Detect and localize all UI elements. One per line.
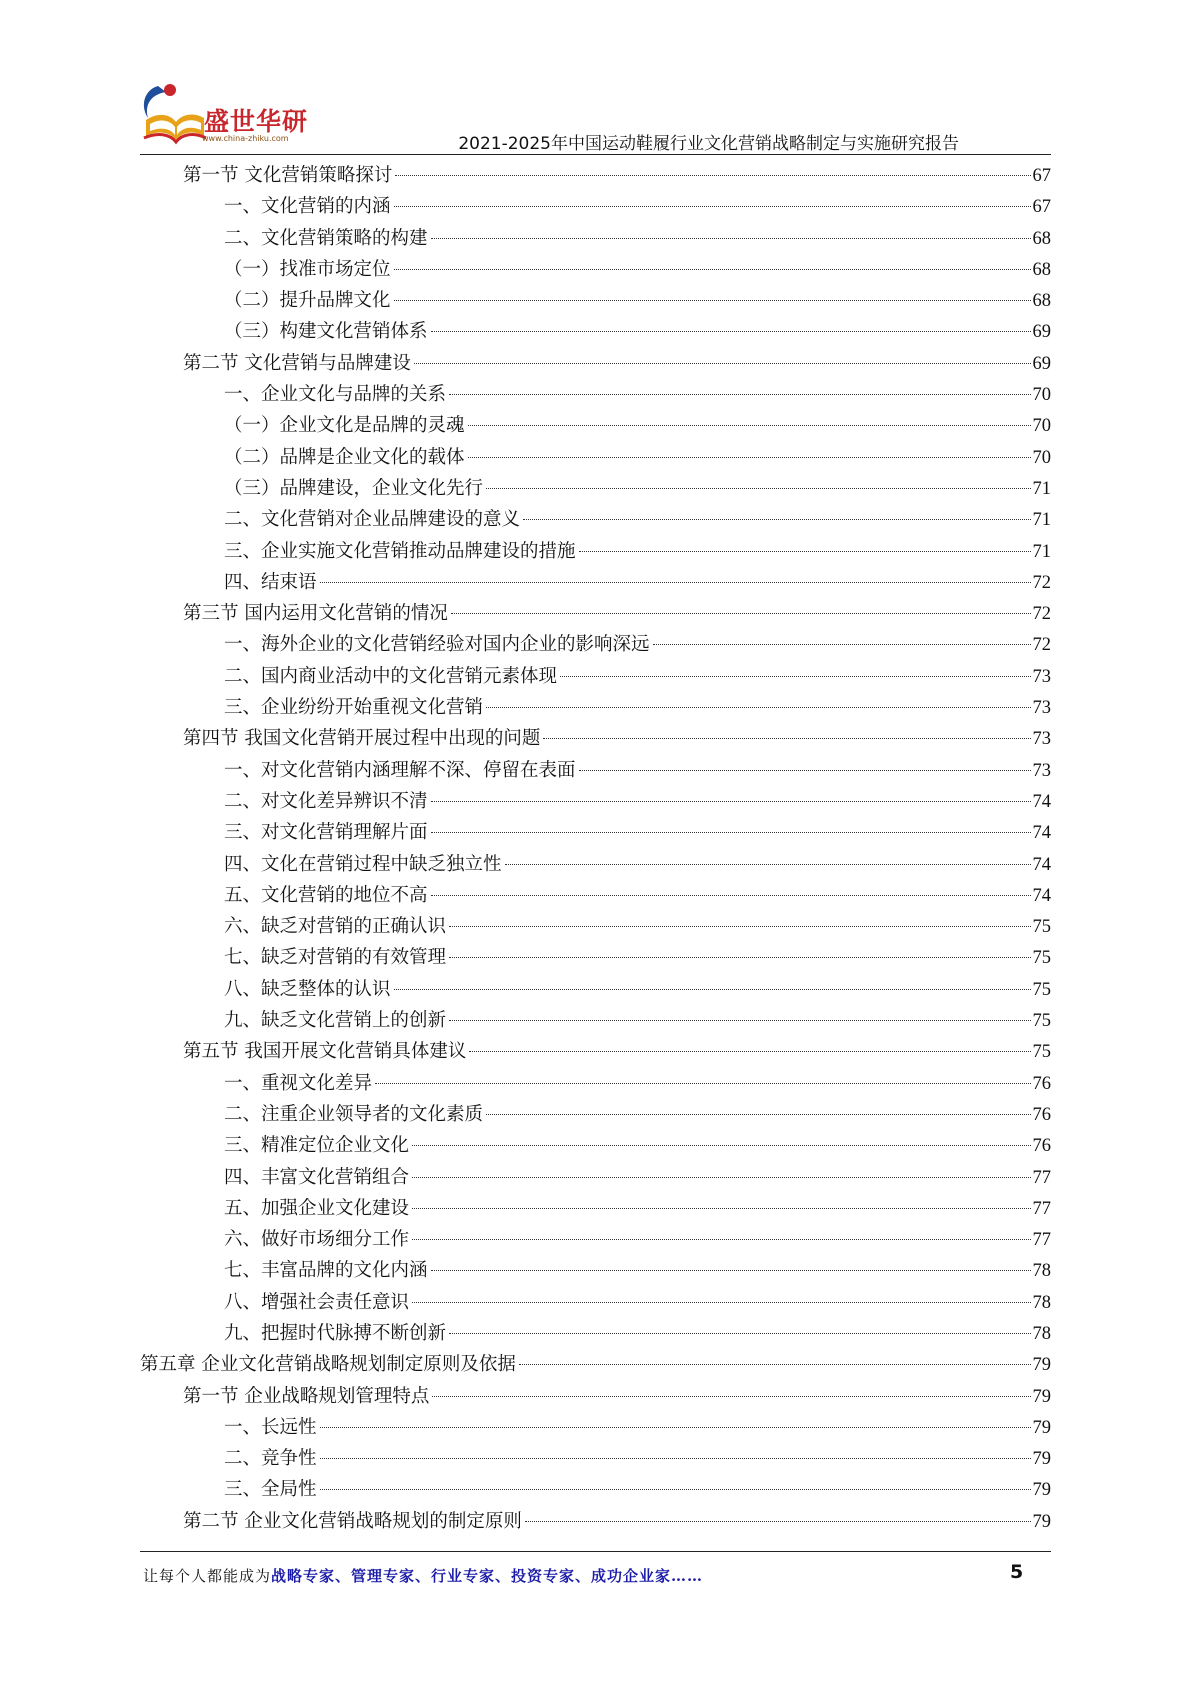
toc-entry-page: 78 (1032, 1292, 1051, 1313)
brand-name: 盛世华研 (204, 107, 309, 136)
toc-entry-page: 69 (1032, 353, 1051, 374)
toc-entry-title: 二、注重企业领导者的文化素质 (224, 1103, 484, 1125)
page-number: 5 (1010, 1561, 1024, 1583)
toc-entry-title: 第五节 我国开展文化营销具体建议 (183, 1041, 467, 1063)
toc-entry-page: 75 (1032, 917, 1051, 938)
toc-entry[interactable] (140, 504, 1051, 535)
toc-entry[interactable] (140, 692, 1051, 723)
toc-entry[interactable] (140, 1068, 1051, 1099)
toc-entry-title: 二、文化营销策略的构建 (224, 227, 428, 249)
toc-entry-title: 九、缺乏文化营销上的创新 (224, 1010, 447, 1032)
page-header (140, 80, 1051, 160)
slogan-prefix: 让每个人都能成为 (143, 1567, 272, 1585)
toc-dot-leader (505, 864, 1031, 865)
toc-entry-title: 二、竞争性 (224, 1448, 317, 1470)
toc-entry-page: 70 (1032, 447, 1051, 468)
toc-entry[interactable] (140, 942, 1051, 973)
toc-dot-leader (412, 1208, 1030, 1209)
toc-entry-title: （三）品牌建设，企业文化先行 (224, 477, 484, 499)
report-title: 2021-2025年中国运动鞋履行业文化营销战略制定与实施研究报告 (458, 134, 959, 154)
toc-entry-title: 六、缺乏对营销的正确认识 (224, 916, 447, 938)
toc-entry[interactable] (140, 191, 1051, 222)
toc-dot-leader (486, 488, 1030, 489)
toc-entry[interactable] (140, 285, 1051, 316)
toc-entry-page: 70 (1032, 416, 1051, 437)
toc-entry-page: 71 (1032, 510, 1051, 531)
toc-entry-title: 第一节 文化营销策略探讨 (183, 165, 393, 186)
toc-entry[interactable] (140, 348, 1051, 379)
toc-entry[interactable] (140, 1130, 1051, 1161)
toc-dot-leader (449, 926, 1030, 927)
toc-dot-leader (523, 519, 1030, 520)
toc-entry[interactable] (140, 1036, 1051, 1067)
toc-entry[interactable] (140, 755, 1051, 786)
toc-entry-title: 八、增强社会责任意识 (224, 1291, 410, 1313)
toc-entry-page: 68 (1032, 291, 1051, 312)
toc-dot-leader (468, 425, 1031, 426)
toc-entry-title: 一、海外企业的文化营销经验对国内企业的影响深远 (224, 634, 650, 656)
toc-entry-page: 77 (1032, 1167, 1051, 1188)
toc-dot-leader (579, 770, 1031, 771)
toc-dot-leader (394, 206, 1031, 207)
toc-dot-leader (449, 1020, 1030, 1021)
toc-entry[interactable] (140, 442, 1051, 473)
toc-entry[interactable] (140, 817, 1051, 848)
toc-entry[interactable] (140, 1412, 1051, 1443)
toc-entry-title: 一、对文化营销内涵理解不深、停留在表面 (224, 759, 576, 781)
toc-dot-leader (320, 1489, 1031, 1490)
toc-entry-page: 73 (1032, 729, 1051, 750)
toc-entry[interactable] (140, 1099, 1051, 1130)
toc-entry[interactable] (140, 880, 1051, 911)
toc-entry-page: 72 (1032, 635, 1051, 656)
toc-dot-leader (519, 1364, 1031, 1365)
toc-entry[interactable] (140, 661, 1051, 692)
toc-dot-leader (412, 1145, 1030, 1146)
toc-entry-title: 四、结束语 (224, 571, 317, 593)
toc-entry-title: 第一节 企业战略规划管理特点 (183, 1385, 430, 1407)
toc-entry-title: 三、精准定位企业文化 (224, 1135, 410, 1157)
toc-entry[interactable] (140, 473, 1051, 504)
toc-entry-page: 75 (1032, 1011, 1051, 1032)
toc-entry-page: 75 (1032, 1042, 1051, 1063)
toc-entry[interactable] (140, 1224, 1051, 1255)
toc-entry-page: 76 (1032, 1104, 1051, 1125)
toc-dot-leader (320, 1427, 1031, 1428)
toc-entry-title: 四、丰富文化营销组合 (224, 1166, 410, 1188)
toc-entry-title: 八、缺乏整体的认识 (224, 978, 391, 1000)
toc-dot-leader (320, 1458, 1031, 1459)
toc-entry[interactable] (140, 1349, 1051, 1380)
toc-entry-page: 74 (1032, 791, 1051, 812)
toc-dot-leader (431, 1270, 1031, 1271)
toc-dot-leader (486, 1114, 1030, 1115)
toc-entry[interactable] (140, 1162, 1051, 1193)
toc-entry[interactable] (140, 160, 1051, 191)
toc-entry[interactable] (140, 786, 1051, 817)
toc-dot-leader (375, 1083, 1030, 1084)
toc-dot-leader (431, 331, 1031, 332)
table-of-contents (140, 160, 1051, 1537)
toc-entry-page: 73 (1032, 698, 1051, 719)
logo-book-icon (140, 80, 210, 150)
toc-dot-leader (431, 895, 1031, 896)
toc-entry-title: 第四节 我国文化营销开展过程中出现的问题 (183, 728, 541, 750)
toc-entry[interactable] (140, 1443, 1051, 1474)
toc-entry-title: 四、文化在营销过程中缺乏独立性 (224, 853, 502, 875)
toc-dot-leader (394, 300, 1031, 301)
toc-entry-title: 一、文化营销的内涵 (224, 196, 391, 218)
toc-entry-title: （二）品牌是企业文化的载体 (224, 446, 465, 468)
toc-entry[interactable] (140, 911, 1051, 942)
toc-entry[interactable] (140, 723, 1051, 754)
toc-dot-leader (579, 551, 1031, 552)
toc-entry-page: 79 (1032, 1480, 1051, 1501)
toc-entry-title: （二）提升品牌文化 (224, 290, 391, 312)
toc-entry-page: 76 (1032, 1073, 1051, 1094)
toc-entry-page: 79 (1032, 1449, 1051, 1470)
toc-entry-title: 三、全局性 (224, 1479, 317, 1501)
toc-dot-leader (653, 644, 1031, 645)
toc-entry-title: 二、对文化差异辨识不清 (224, 790, 428, 812)
toc-entry-page: 79 (1032, 1417, 1051, 1438)
toc-entry-page: 79 (1032, 1386, 1051, 1407)
toc-entry[interactable] (140, 1474, 1051, 1505)
toc-entry-title: 七、丰富品牌的文化内涵 (224, 1260, 428, 1282)
toc-dot-leader (449, 1333, 1030, 1334)
toc-entry[interactable] (140, 1005, 1051, 1036)
toc-entry-page: 74 (1032, 854, 1051, 875)
toc-dot-leader (412, 1302, 1030, 1303)
toc-dot-leader (525, 1521, 1031, 1522)
toc-entry[interactable] (140, 379, 1051, 410)
toc-entry-title: 五、加强企业文化建设 (224, 1197, 410, 1219)
toc-entry[interactable] (140, 974, 1051, 1005)
toc-entry[interactable] (140, 849, 1051, 880)
toc-entry[interactable] (140, 316, 1051, 347)
toc-dot-leader (469, 1051, 1030, 1052)
toc-entry-page: 73 (1032, 666, 1051, 687)
toc-entry[interactable] (140, 536, 1051, 567)
toc-entry-page: 74 (1032, 823, 1051, 844)
toc-dot-leader (432, 1396, 1030, 1397)
toc-entry-page: 67 (1032, 197, 1051, 218)
toc-entry[interactable] (140, 1381, 1051, 1412)
toc-entry-title: 第三节 国内运用文化营销的情况 (183, 603, 448, 625)
toc-entry-page: 75 (1032, 948, 1051, 969)
toc-entry-title: 九、把握时代脉搏不断创新 (224, 1322, 447, 1344)
toc-entry[interactable] (140, 254, 1051, 285)
toc-entry-page: 71 (1032, 541, 1051, 562)
toc-entry-page: 72 (1032, 572, 1051, 593)
toc-entry-page: 67 (1032, 166, 1051, 186)
toc-dot-leader (320, 582, 1031, 583)
slogan-highlight: 战略专家、管理专家、行业专家、投资专家、成功企业家…… (271, 1567, 704, 1585)
toc-entry-page: 69 (1032, 322, 1051, 343)
header-divider (140, 154, 1051, 155)
brand-url: www.china-zhiku.com (202, 134, 289, 143)
toc-dot-leader (431, 832, 1031, 833)
toc-dot-leader (412, 1177, 1030, 1178)
toc-entry-title: （一）找准市场定位 (224, 258, 391, 280)
toc-dot-leader (543, 738, 1030, 739)
toc-entry[interactable] (140, 1193, 1051, 1224)
toc-entry-page: 77 (1032, 1230, 1051, 1251)
toc-entry-page: 74 (1032, 885, 1051, 906)
toc-entry[interactable] (140, 1255, 1051, 1286)
toc-entry-page: 72 (1032, 604, 1051, 625)
toc-entry-title: 一、长远性 (224, 1416, 317, 1438)
toc-dot-leader (394, 989, 1031, 990)
toc-entry-title: 五、文化营销的地位不高 (224, 884, 428, 906)
footer-slogan (143, 1565, 703, 1586)
toc-entry-title: 三、企业实施文化营销推动品牌建设的措施 (224, 540, 576, 562)
toc-entry[interactable] (140, 223, 1051, 254)
toc-dot-leader (449, 394, 1030, 395)
toc-entry-page: 78 (1032, 1323, 1051, 1344)
toc-entry[interactable] (140, 567, 1051, 598)
toc-entry-title: 二、文化营销对企业品牌建设的意义 (224, 509, 521, 531)
toc-dot-leader (412, 1239, 1030, 1240)
company-logo (140, 80, 320, 150)
toc-dot-leader (449, 957, 1030, 958)
toc-entry-page: 79 (1032, 1511, 1051, 1532)
toc-entry-page: 71 (1032, 478, 1051, 499)
toc-entry-title: 一、重视文化差异 (224, 1072, 373, 1094)
toc-entry-page: 68 (1032, 228, 1051, 249)
toc-dot-leader (560, 676, 1030, 677)
toc-entry[interactable] (140, 1506, 1051, 1537)
toc-entry-page: 77 (1032, 1198, 1051, 1219)
toc-dot-leader (394, 269, 1031, 270)
toc-entry-page: 78 (1032, 1261, 1051, 1282)
toc-entry-title: （一）企业文化是品牌的灵魂 (224, 415, 465, 437)
toc-dot-leader (431, 238, 1031, 239)
toc-entry[interactable] (140, 1287, 1051, 1318)
toc-entry-page: 79 (1032, 1355, 1051, 1376)
toc-entry-page: 73 (1032, 760, 1051, 781)
toc-entry[interactable] (140, 598, 1051, 629)
toc-entry-title: 第二节 文化营销与品牌建设 (183, 352, 411, 374)
toc-dot-leader (486, 707, 1030, 708)
toc-entry-page: 68 (1032, 259, 1051, 280)
toc-dot-leader (468, 457, 1031, 458)
toc-entry[interactable] (140, 629, 1051, 660)
toc-entry-title: 第二节 企业文化营销战略规划的制定原则 (183, 1510, 522, 1532)
toc-entry-title: （三）构建文化营销体系 (224, 321, 428, 343)
toc-entry[interactable] (140, 1318, 1051, 1349)
toc-entry-page: 70 (1032, 385, 1051, 406)
toc-entry-title: 七、缺乏对营销的有效管理 (224, 947, 447, 969)
toc-entry-title: 三、企业纷纷开始重视文化营销 (224, 697, 484, 719)
toc-dot-leader (451, 613, 1031, 614)
toc-dot-leader (395, 175, 1030, 176)
toc-entry-title: 第五章 企业文化营销战略规划制定原则及依据 (140, 1354, 516, 1376)
toc-entry-page: 75 (1032, 979, 1051, 1000)
toc-entry-title: 六、做好市场细分工作 (224, 1229, 410, 1251)
toc-entry-page: 76 (1032, 1136, 1051, 1157)
toc-entry-title: 二、国内商业活动中的文化营销元素体现 (224, 665, 558, 687)
toc-entry-title: 一、企业文化与品牌的关系 (224, 384, 447, 406)
toc-entry[interactable] (140, 410, 1051, 441)
toc-dot-leader (431, 801, 1031, 802)
toc-dot-leader (414, 363, 1031, 364)
footer-divider (140, 1551, 1051, 1552)
toc-entry-title: 三、对文化营销理解片面 (224, 822, 428, 844)
